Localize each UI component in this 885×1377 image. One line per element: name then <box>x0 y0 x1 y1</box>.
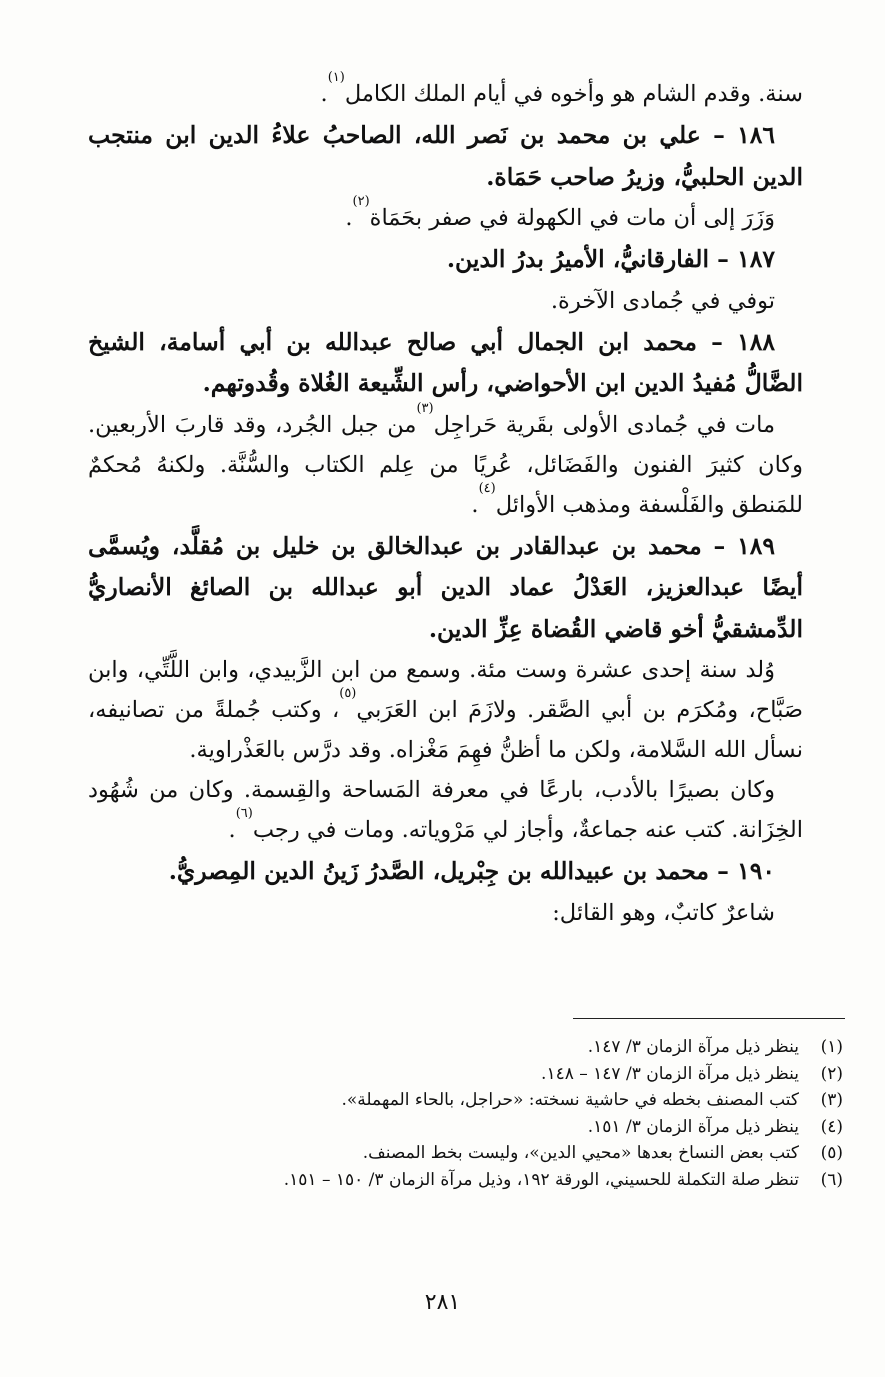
entry-heading-188: ١٨٨ – محمد ابن الجمال أبي صالح عبدالله بن أبي أسامة، الشيخ الضَّالُّ مُفيدُ الدين ابن الأحواضي، رأس الشِّيعة الغُلاة وقُدوتهم. <box>88 327 803 397</box>
entry-heading-189: ١٨٩ – محمد بن عبدالقادر بن عبدالخالق بن خليل بن مُقلَّد، ويُسمَّى أيضًا عبدالعزيز، العَدْلُ عماد الدين أبو عبدالله بن الصائغ الأنصاريُّ الدِّمشقيُّ أخو قاضي القُضاة عِزِّ الدين. <box>88 531 803 643</box>
paragraph-text: وُلد سنة إحدى عشرة وست مئة. وسمع من ابن الزَّبيدي، وابن اللَّتِّي، وابن صَبَّاح، ومُكرَم بن أبي الصَّقر. ولازَمَ ابن العَرَبي <box>88 657 803 723</box>
paragraph-text-end: . <box>320 81 328 107</box>
footnote-number: (٦) <box>820 1169 843 1190</box>
paragraph-text: مات في جُمادى الأولى بقَرية حَراجِل <box>433 411 775 438</box>
entry-heading-190: ١٩٠ – محمد بن عبيدالله بن جِبْريل، الصَّدرُ زَينُ الدين المِصريُّ. <box>168 857 775 885</box>
entry-bio-190: شاعرٌ كاتبٌ، وهو القائل: <box>552 899 775 926</box>
footnote-ref-2[interactable]: (٢) <box>352 194 370 209</box>
footnote-ref-1[interactable]: (١) <box>327 70 345 85</box>
footnote-item <box>170 1140 843 1167</box>
footnote-number: (٣) <box>820 1090 843 1110</box>
paragraph-text-end: . <box>228 817 236 843</box>
page-number: ٢٨١ <box>424 1290 461 1315</box>
footnote-text: ينظر ذيل مرآة الزمان ٣/ ١٥١. <box>587 1116 799 1137</box>
paragraph-text-end: . <box>471 491 479 518</box>
footnote-number: (٢) <box>820 1063 843 1084</box>
footnote-text: كتب بعض النساخ بعدها «محيي الدين»، وليست بخط المصنف. <box>362 1143 799 1163</box>
footnote-ref-4[interactable]: (٤) <box>478 480 496 496</box>
footnote-number: (٤) <box>820 1116 843 1137</box>
footnote-item <box>170 1167 843 1194</box>
footnote-text: ينظر ذيل مرآة الزمان ٣/ ١٤٧. <box>587 1037 799 1057</box>
footnote-ref-6[interactable]: (٦) <box>235 806 253 821</box>
footnote-ref-5[interactable]: (٥) <box>339 686 357 701</box>
footnotes <box>170 1034 843 1193</box>
footnote-item <box>170 1087 843 1114</box>
paragraph-intro <box>88 70 803 114</box>
entry-heading-186: ١٨٦ – علي بن محمد بن نَصر الله، الصاحبُ علاءُ الدين ابن منتجب الدين الحلبيُّ، وزيرُ صاحب حَمَاة. <box>88 121 803 191</box>
footnote-ref-3[interactable]: (٣) <box>416 400 434 416</box>
footnote-text: ينظر ذيل مرآة الزمان ٣/ ١٤٧ – ١٤٨. <box>541 1063 799 1084</box>
footnote-separator <box>573 1018 845 1019</box>
footnote-number: (٥) <box>820 1143 843 1163</box>
paragraph-text: وكان بصيرًا بالأدب، بارعًا في معرفة المَساحة والقِسمة. وكان من شُهُود الخِزَانة. كتب عنه جماعةٌ، وأجاز لي مَرْوياته. ومات في رجب <box>88 777 803 843</box>
entry-bio-186 <box>88 194 803 238</box>
entry-bio-187: توفي في جُمادى الآخرة. <box>550 287 775 314</box>
main-text <box>88 70 803 933</box>
entry-bio-189-a <box>88 650 803 770</box>
paragraph-text: من جبل الجُرد، وقد قاربَ الأربعين. وكان كثيرَ الفنون والفَضَائل، عُريًا من عِلم الكتاب والسُّنَّة. ولكنهُ مُحكمٌ للمَنطق والفَلْسفة ومذهب الأوائل <box>88 411 803 518</box>
footnote-item <box>170 1114 843 1141</box>
entry-bio-188 <box>88 400 803 525</box>
entry-bio-189-b <box>88 770 803 850</box>
paragraph-text: وَزَرَ إلى أن مات في الكهولة في صفر بحَمَاة <box>369 205 775 231</box>
footnote-text: تنظر صلة التكملة للحسيني، الورقة ١٩٢، وذيل مرآة الزمان ٣/ ١٥٠ – ١٥١. <box>283 1169 799 1190</box>
footnote-item <box>170 1034 843 1061</box>
paragraph-text-end: . <box>345 205 353 231</box>
paragraph-text: سنة. وقدم الشام هو وأخوه في أيام الملك الكامل <box>344 81 803 107</box>
entry-heading-187: ١٨٧ – الفارقانيُّ، الأميرُ بدرُ الدين. <box>446 245 775 273</box>
paragraph-text: ، وكتب جُملةً من تصانيفه، نسأل الله السَّلامة، ولكن ما أظنُّ فهِمَ مَغْزاه. وقد درَّس بالعَذْراوية. <box>88 697 803 763</box>
footnote-text: كتب المصنف بخطه في حاشية نسخته: «حراجل، بالحاء المهملة». <box>341 1090 799 1110</box>
footnote-number: (١) <box>820 1037 843 1057</box>
footnote-item <box>170 1061 843 1088</box>
